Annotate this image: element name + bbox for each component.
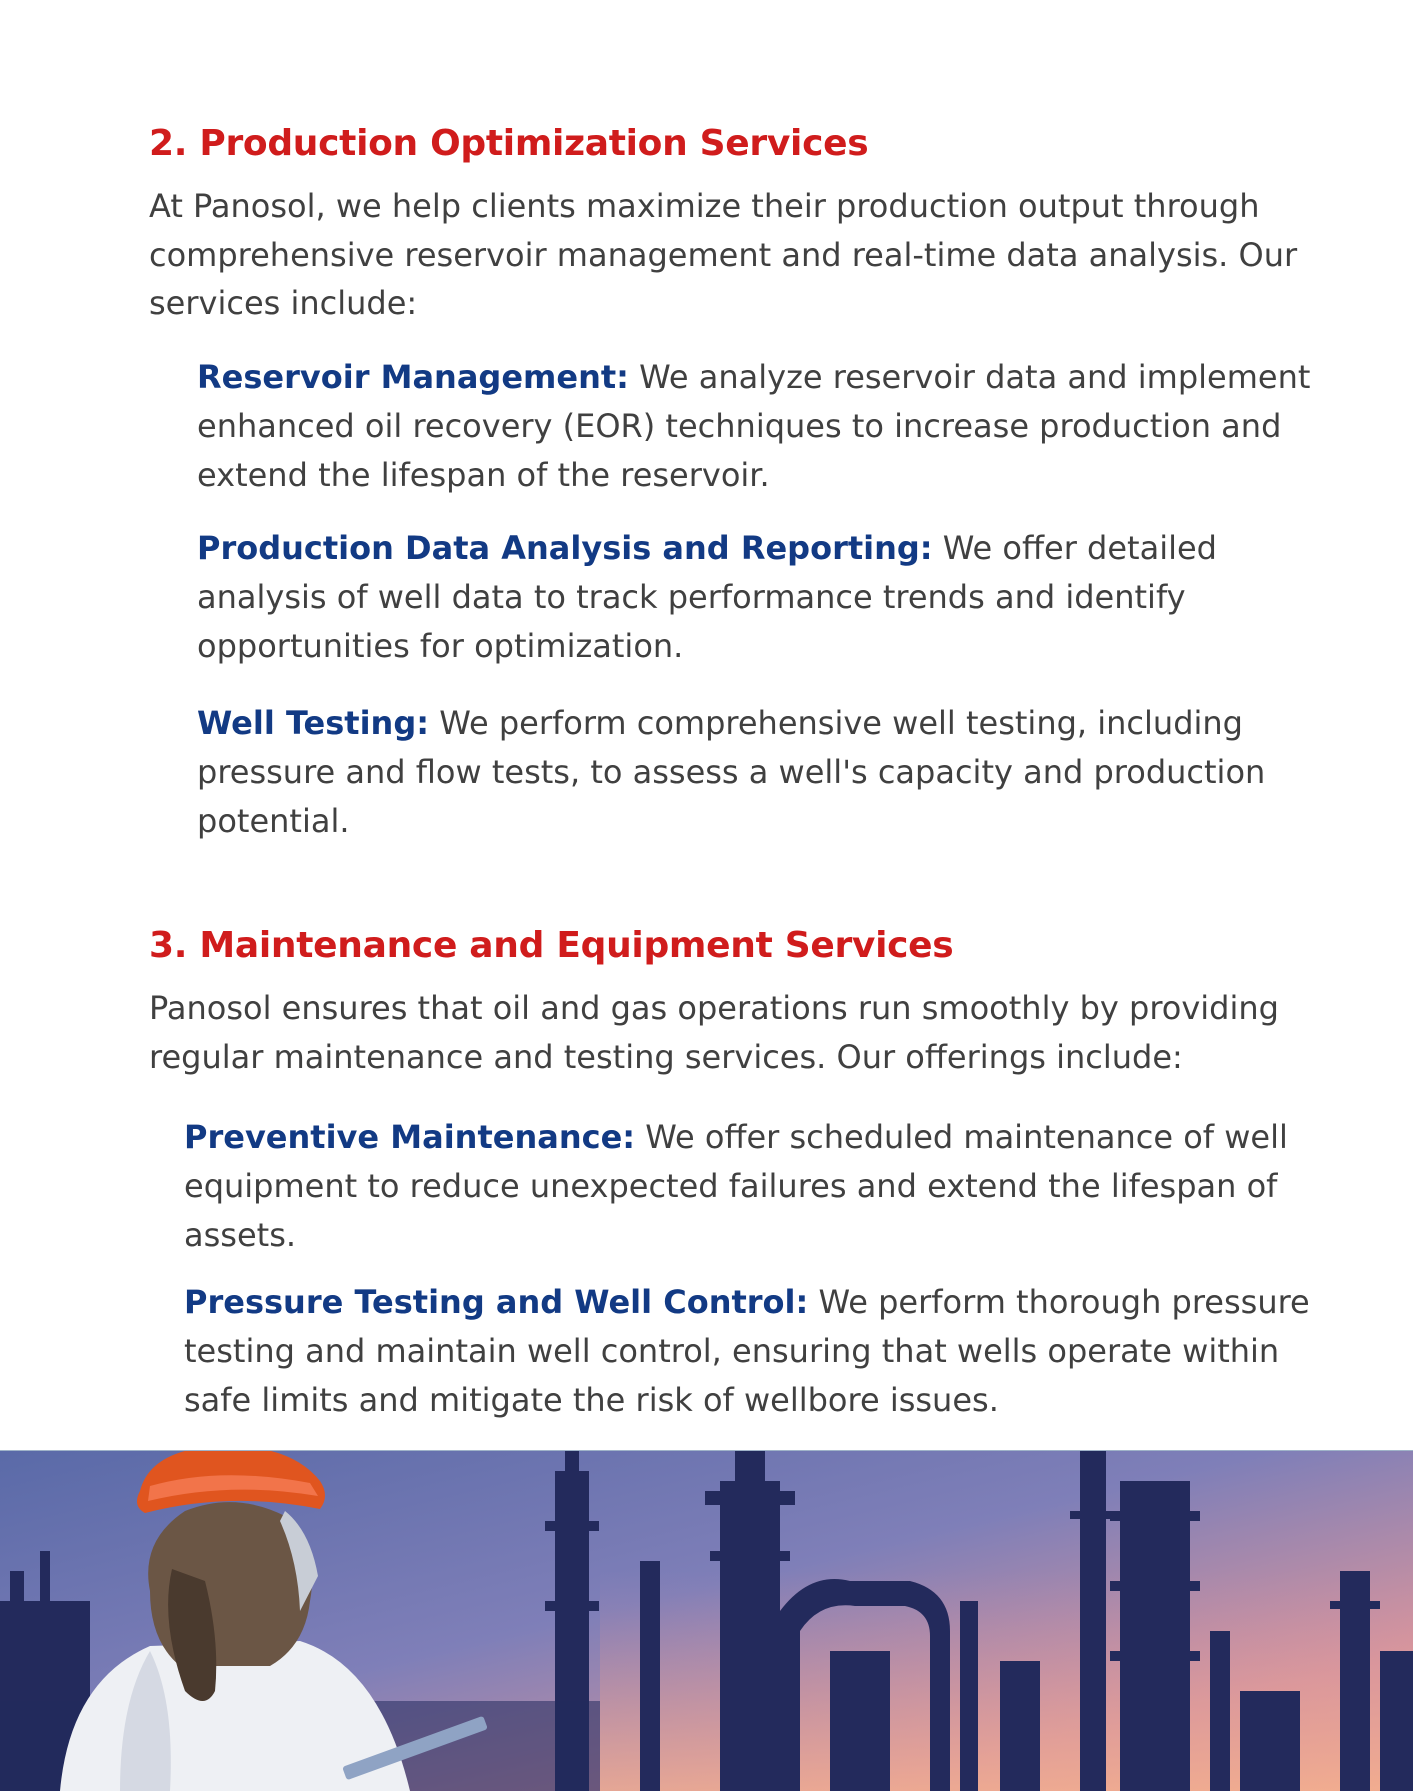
section-intro-maintenance-equipment: Panosol ensures that oil and gas operations run smoothly by providing regular maintenance and testing services. Our offerings include: bbox=[149, 989, 1279, 1076]
service-item-pressure-testing-well-control bbox=[184, 1278, 1329, 1425]
service-item-production-data-analysis bbox=[197, 524, 1342, 671]
service-item-preventive-maintenance bbox=[184, 1113, 1329, 1260]
service-description: We offer scheduled maintenance of well equipment to reduce unexpected failures and extend the lifespan of assets. bbox=[184, 1118, 1288, 1254]
service-term: Production Data Analysis and Reporting: bbox=[197, 529, 933, 567]
service-description: We perform thorough pressure testing and maintain well control, ensuring that wells operate within safe limits and mitigate the risk of wellbore issues. bbox=[184, 1283, 1310, 1419]
service-description: We analyze reservoir data and implement enhanced oil recovery (EOR) techniques to increase production and extend the lifespan of the reservoir. bbox=[197, 358, 1311, 494]
service-term: Well Testing: bbox=[197, 704, 430, 742]
section-title-maintenance-equipment: 3. Maintenance and Equipment Services bbox=[149, 925, 954, 966]
section-title-production-optimization: 2. Production Optimization Services bbox=[149, 123, 869, 164]
refinery-worker-photo bbox=[0, 1450, 1413, 1791]
service-item-reservoir-management bbox=[197, 353, 1342, 500]
service-item-well-testing bbox=[197, 699, 1342, 846]
service-description: We offer detailed analysis of well data to track performance trends and identify opportunities for optimization. bbox=[197, 529, 1217, 665]
service-term: Preventive Maintenance: bbox=[184, 1118, 636, 1156]
service-description: We perform comprehensive well testing, including pressure and flow tests, to assess a well's capacity and production potential. bbox=[197, 704, 1266, 840]
section-intro-production-optimization: At Panosol, we help clients maximize their production output through comprehensive reservoir management and real-time data analysis. Our services include: bbox=[149, 187, 1298, 322]
service-term: Reservoir Management: bbox=[197, 358, 629, 396]
service-term: Pressure Testing and Well Control: bbox=[184, 1283, 809, 1321]
